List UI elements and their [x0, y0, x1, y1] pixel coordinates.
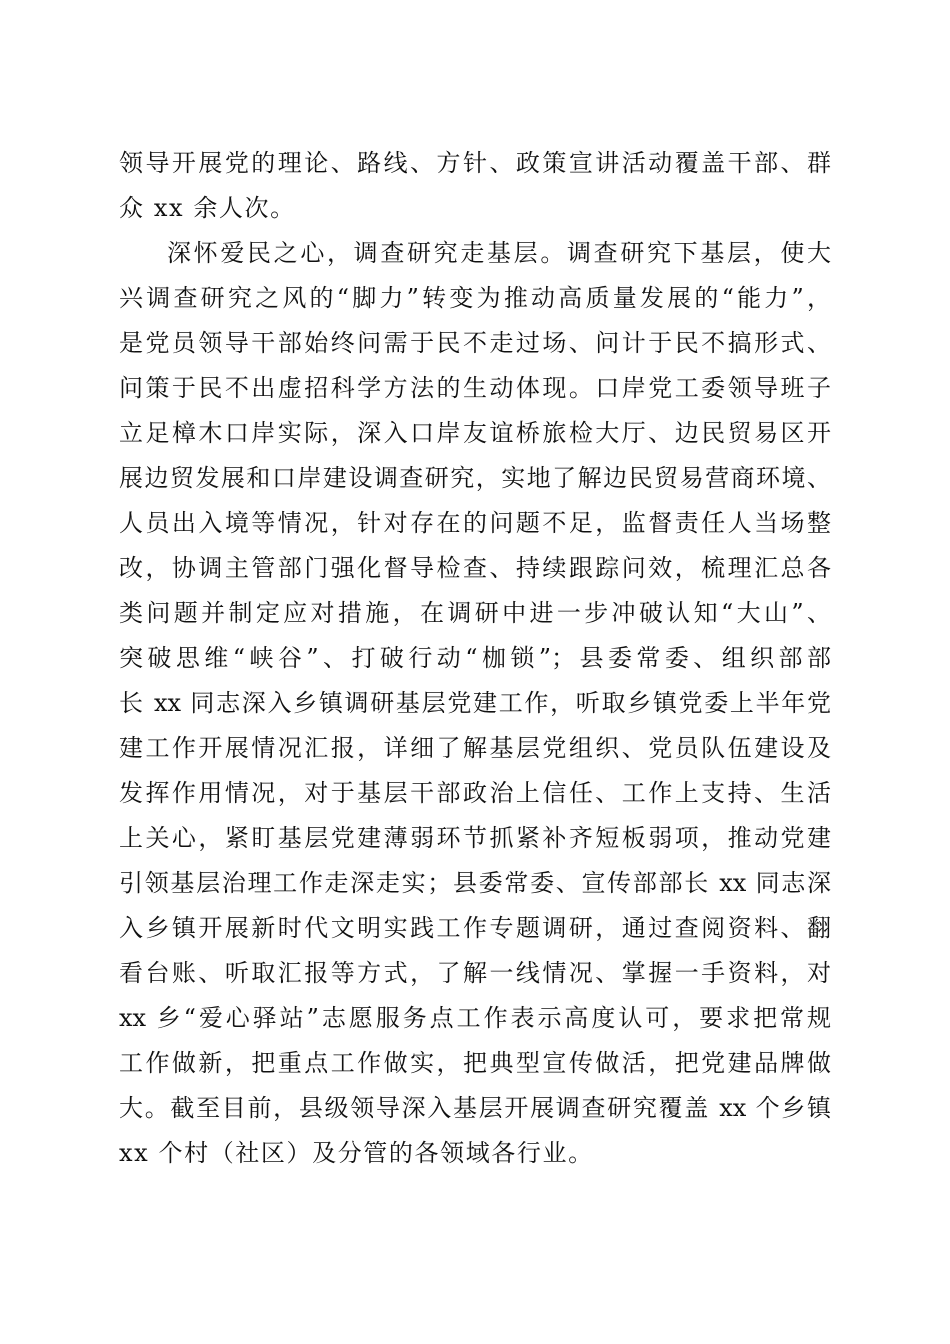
paragraph-line: xx 乡“爱心驿站”志愿服务点工作表示高度认可，要求把常规 [119, 1004, 831, 1032]
paragraph-line: 看台账、听取汇报等方式，了解一线情况、掌握一手资料，对 [119, 959, 831, 987]
paragraph-line: 建工作开展情况汇报，详细了解基层党组织、党员队伍建设及 [119, 734, 831, 762]
paragraph-line: 众 xx 余人次。 [119, 194, 296, 222]
paragraph-line: 领导开展党的理论、路线、方针、政策宣讲活动覆盖干部、群 [119, 149, 831, 177]
paragraph-line: 工作做新，把重点工作做实，把典型宣传做活，把党建品牌做 [119, 1049, 831, 1077]
paragraph-1 [119, 141, 831, 231]
paragraph-line: 是党员领导干部始终问需于民不走过场、问计于民不搞形式、 [119, 329, 831, 357]
paragraph-line: 突破思维“峡谷”、打破行动“枷锁”；县委常委、组织部部 [119, 644, 831, 672]
paragraph-line: 展边贸发展和口岸建设调查研究，实地了解边民贸易营商环境、 [119, 464, 831, 492]
document-body [119, 141, 831, 1176]
paragraph-line: 上关心，紧盯基层党建薄弱环节抓紧补齐短板弱项，推动党建 [119, 824, 831, 852]
paragraph-line: 兴调查研究之风的“脚力”转变为推动高质量发展的“能力”， [119, 284, 831, 312]
paragraph-line: 大。截至目前，县级领导深入基层开展调查研究覆盖 xx 个乡镇 [119, 1094, 831, 1122]
paragraph-line: 问策于民不出虚招科学方法的生动体现。口岸党工委领导班子 [119, 374, 831, 402]
paragraph-line: 人员出入境等情况，针对存在的问题不足，监督责任人当场整 [119, 509, 831, 537]
paragraph-line: 长 xx 同志深入乡镇调研基层党建工作，听取乡镇党委上半年党 [119, 689, 831, 717]
paragraph-line: 发挥作用情况，对于基层干部政治上信任、工作上支持、生活 [119, 779, 831, 807]
paragraph-line: 引领基层治理工作走深走实；县委常委、宣传部部长 xx 同志深 [119, 869, 831, 897]
paragraph-line: 类问题并制定应对措施，在调研中进一步冲破认知“大山”、 [119, 599, 831, 627]
paragraph-line: 深怀爱民之心，调查研究走基层。调查研究下基层，使大 [167, 239, 831, 267]
paragraph-line: xx 个村（社区）及分管的各领域各行业。 [119, 1139, 594, 1167]
paragraph-2 [119, 231, 831, 1176]
paragraph-line: 入乡镇开展新时代文明实践工作专题调研，通过查阅资料、翻 [119, 914, 831, 942]
paragraph-line: 改，协调主管部门强化督导检查、持续跟踪问效，梳理汇总各 [119, 554, 831, 582]
paragraph-line: 立足樟木口岸实际，深入口岸友谊桥旅检大厅、边民贸易区开 [119, 419, 831, 447]
